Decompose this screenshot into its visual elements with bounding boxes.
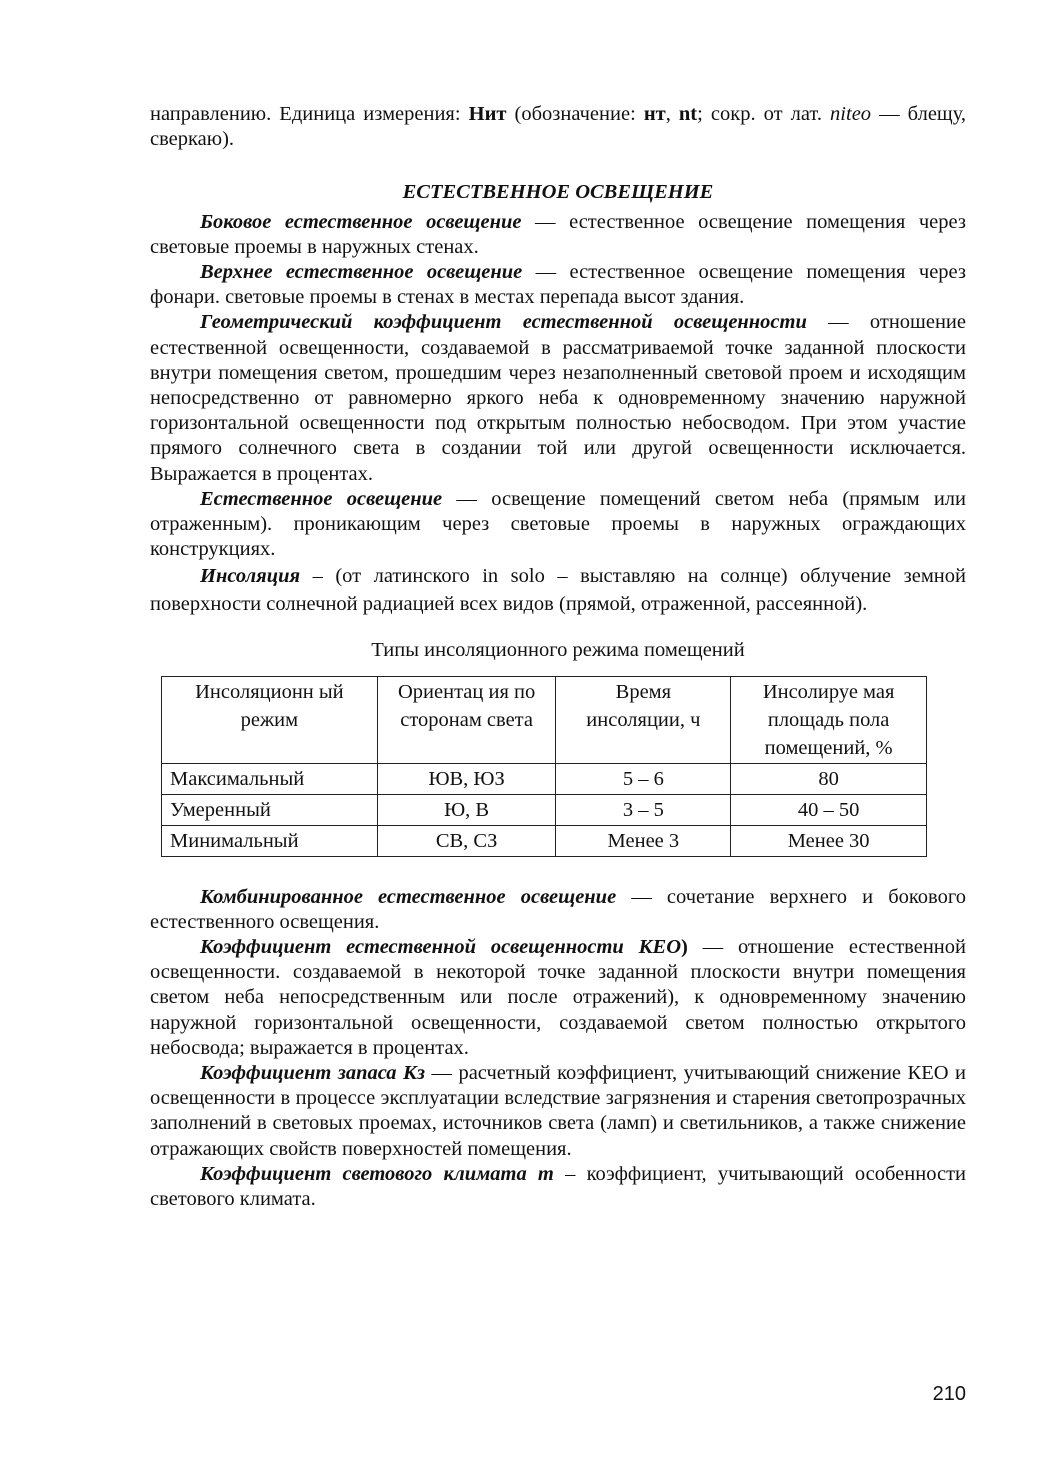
definition-text: – (от латинского in solo – выставляю на солнце) облучение земной поверхности солнечной радиацией всех видов (прямой, отраженной, рассеянной). [150, 565, 966, 616]
definition-text: – коэффициент, учитывающий особенности светового климата. [150, 1162, 966, 1211]
table-cell: ЮВ, ЮЗ [377, 763, 556, 794]
table-cell: СВ, СЗ [377, 825, 556, 856]
table-cell: 40 – 50 [731, 794, 927, 825]
document-page [150, 102, 966, 1212]
definition-text: — расчетный коэффициент, учитывающий снижение КЕО и освещенности в процессе эксплуатации вследствие загрязнения и старения светопрозрачных заполнений в световых проемах, источников света (ламп) и светильников, а также снижение отражающих свойств поверхностей помещения. [150, 1062, 967, 1160]
definition-paragraph [150, 562, 966, 618]
definition-term: Естественное освещение [200, 487, 443, 510]
definition-term: Инсоляция [200, 565, 301, 588]
table-header-cell: Инсоляционн ый режим [162, 676, 378, 763]
definition-text: — естественное освещение помещения через световые проемы в наружных стенах. [150, 210, 966, 258]
unit-name: Нит [468, 103, 507, 125]
table-header-row [162, 676, 927, 763]
definition-term: Коэффициент запаса Кз [200, 1062, 425, 1085]
table-cell: 3 – 5 [556, 794, 731, 825]
intro-text: (обозначение: [506, 103, 644, 125]
table-cell: 5 – 6 [556, 763, 731, 794]
table-header-cell: Время инсоляции, ч [556, 676, 731, 763]
definition-text: — отношение естественной освещенности. создаваемой в некоторой точке заданной плоскости внутри помещения светом неба непосредственным или после отражений), к одновременному значению наружной горизонтальной освещенности, создаваемой светом полностью открытого небосвода; выражается в процентах. [150, 936, 966, 1059]
intro-text: — блещу, сверкаю). [150, 103, 967, 151]
intro-text: направлению. Единица измерения: [150, 103, 469, 125]
section-heading: ЕСТЕСТВЕННОЕ ОСВЕЩЕНИЕ [402, 181, 714, 204]
table-cell: Максимальный [162, 763, 378, 794]
definition-paragraph [150, 310, 966, 486]
table-row [162, 794, 927, 825]
unit-symbol: nt [678, 103, 698, 125]
table-cell: Умеренный [162, 794, 378, 825]
definition-paragraph [150, 1061, 966, 1162]
definition-term: Коэффициент естественной освещенности КЕО [200, 936, 681, 959]
table-cell: Минимальный [162, 825, 378, 856]
table-cell: Менее 30 [731, 825, 927, 856]
definition-text: — отношение естественной освещенности, создаваемой в рассматриваемой точке заданной плоскости внутри помещения светом, прошедшим через незаполненный световой проем и исходящим непосредственно от равномерно яркого неба к одновременному значению наружной горизонтальной освещенности под открытым полностью небосводом. При этом участие прямого солнечного света в создании той или другой освещенности исключается. Выражается в процентах. [150, 311, 966, 485]
table-caption: Типы инсоляционного режима помещений [371, 639, 745, 662]
intro-text: ; сокр. от лат. [697, 103, 831, 125]
definition-text: — освещение помещений светом неба (прямым или отраженным). проникающим через световые проемы в наружных ограждающих конструкциях. [150, 487, 966, 561]
definition-paragraph [150, 210, 966, 260]
definition-term: Боковое естественное освещение [200, 210, 522, 233]
definition-term: Верхнее естественное освещение [200, 261, 523, 284]
definition-term: Геометрический коэффициент естественной освещенности [200, 311, 807, 334]
table-header-cell: Инсолируе мая площадь пола помещений, % [731, 676, 927, 763]
latin-word: niteo [830, 103, 872, 125]
unit-symbol: нт [643, 103, 666, 125]
table-cell: Менее 3 [556, 825, 731, 856]
intro-text: , [665, 103, 679, 125]
definition-paragraph [150, 935, 966, 1061]
insolation-table [161, 676, 927, 857]
table-cell: Ю, В [377, 794, 556, 825]
definition-term-close: ) [681, 936, 688, 959]
definition-paragraph [150, 1162, 966, 1212]
definition-text: — естественное освещение помещения через фонари. световые проемы в стенах в местах перепада высот здания. [150, 261, 966, 309]
definition-paragraph [150, 885, 966, 935]
intro-paragraph [150, 102, 966, 152]
definition-text: — сочетание верхнего и бокового естественного освещения. [150, 885, 966, 933]
definition-term: Комбинированное естественное освещение [200, 885, 617, 908]
definition-paragraph [150, 260, 966, 310]
page-number: 210 [932, 1383, 966, 1405]
table-cell: 80 [731, 763, 927, 794]
definition-term: Коэффициент светового климата m [200, 1162, 554, 1185]
table-row [162, 825, 927, 856]
table-header-cell: Ориентац ия по сторонам света [377, 676, 556, 763]
definition-paragraph [150, 487, 966, 563]
table-row [162, 763, 927, 794]
